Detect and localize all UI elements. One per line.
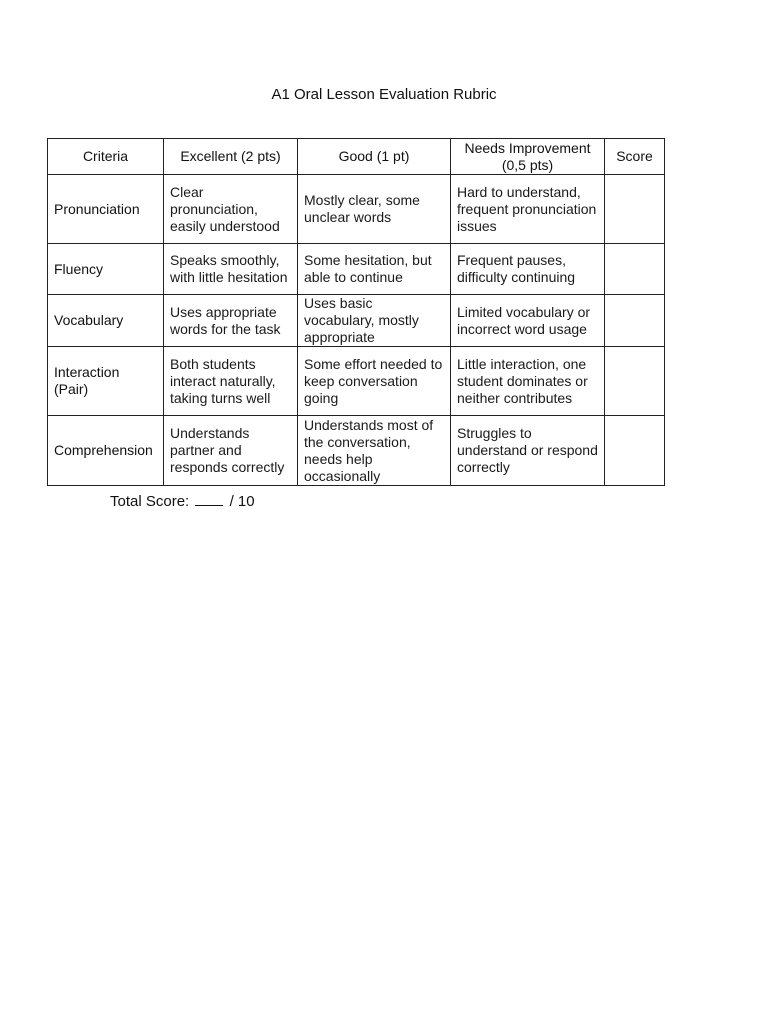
needs-improvement-cell: Little interaction, one student dominates or neither contributes	[451, 347, 605, 416]
table-row	[48, 175, 665, 244]
excellent-cell: Both students interact naturally, taking turns well	[164, 347, 298, 416]
criteria-cell: Comprehension	[48, 416, 164, 486]
header-criteria: Criteria	[48, 139, 164, 175]
needs-improvement-cell: Struggles to understand or respond correctly	[451, 416, 605, 486]
table-row	[48, 416, 665, 486]
excellent-cell: Understands partner and responds correctly	[164, 416, 298, 486]
score-cell[interactable]	[605, 347, 665, 416]
header-needs-improvement: Needs Improvement (0,5 pts)	[451, 139, 605, 175]
total-score-label: Total Score:	[110, 493, 190, 510]
score-cell[interactable]	[605, 175, 665, 244]
needs-improvement-cell: Hard to understand, frequent pronunciation issues	[451, 175, 605, 244]
needs-improvement-cell: Limited vocabulary or incorrect word usage	[451, 295, 605, 347]
table-row	[48, 244, 665, 295]
good-cell: Some effort needed to keep conversation going	[298, 347, 451, 416]
score-cell[interactable]	[605, 416, 665, 486]
total-score-line	[110, 493, 255, 511]
good-cell: Understands most of the conversation, needs help occasionally	[298, 416, 451, 486]
rubric-table	[47, 138, 665, 486]
table-row	[48, 347, 665, 416]
score-cell[interactable]	[605, 295, 665, 347]
excellent-cell: Uses appropriate words for the task	[164, 295, 298, 347]
needs-improvement-cell: Frequent pauses, difficulty continuing	[451, 244, 605, 295]
criteria-cell: Interaction (Pair)	[48, 347, 164, 416]
good-cell: Mostly clear, some unclear words	[298, 175, 451, 244]
criteria-cell: Pronunciation	[48, 175, 164, 244]
header-row	[48, 139, 665, 175]
header-good: Good (1 pt)	[298, 139, 451, 175]
criteria-cell: Fluency	[48, 244, 164, 295]
total-score-blank[interactable]	[195, 493, 223, 506]
document-title: A1 Oral Lesson Evaluation Rubric	[271, 86, 497, 103]
excellent-cell: Speaks smoothly, with little hesitation	[164, 244, 298, 295]
criteria-cell: Vocabulary	[48, 295, 164, 347]
table-row	[48, 295, 665, 347]
good-cell: Some hesitation, but able to continue	[298, 244, 451, 295]
total-score-max: / 10	[229, 493, 255, 510]
good-cell: Uses basic vocabulary, mostly appropriate	[298, 295, 451, 347]
header-excellent: Excellent (2 pts)	[164, 139, 298, 175]
score-cell[interactable]	[605, 244, 665, 295]
header-score: Score	[605, 139, 665, 175]
excellent-cell: Clear pronunciation, easily understood	[164, 175, 298, 244]
